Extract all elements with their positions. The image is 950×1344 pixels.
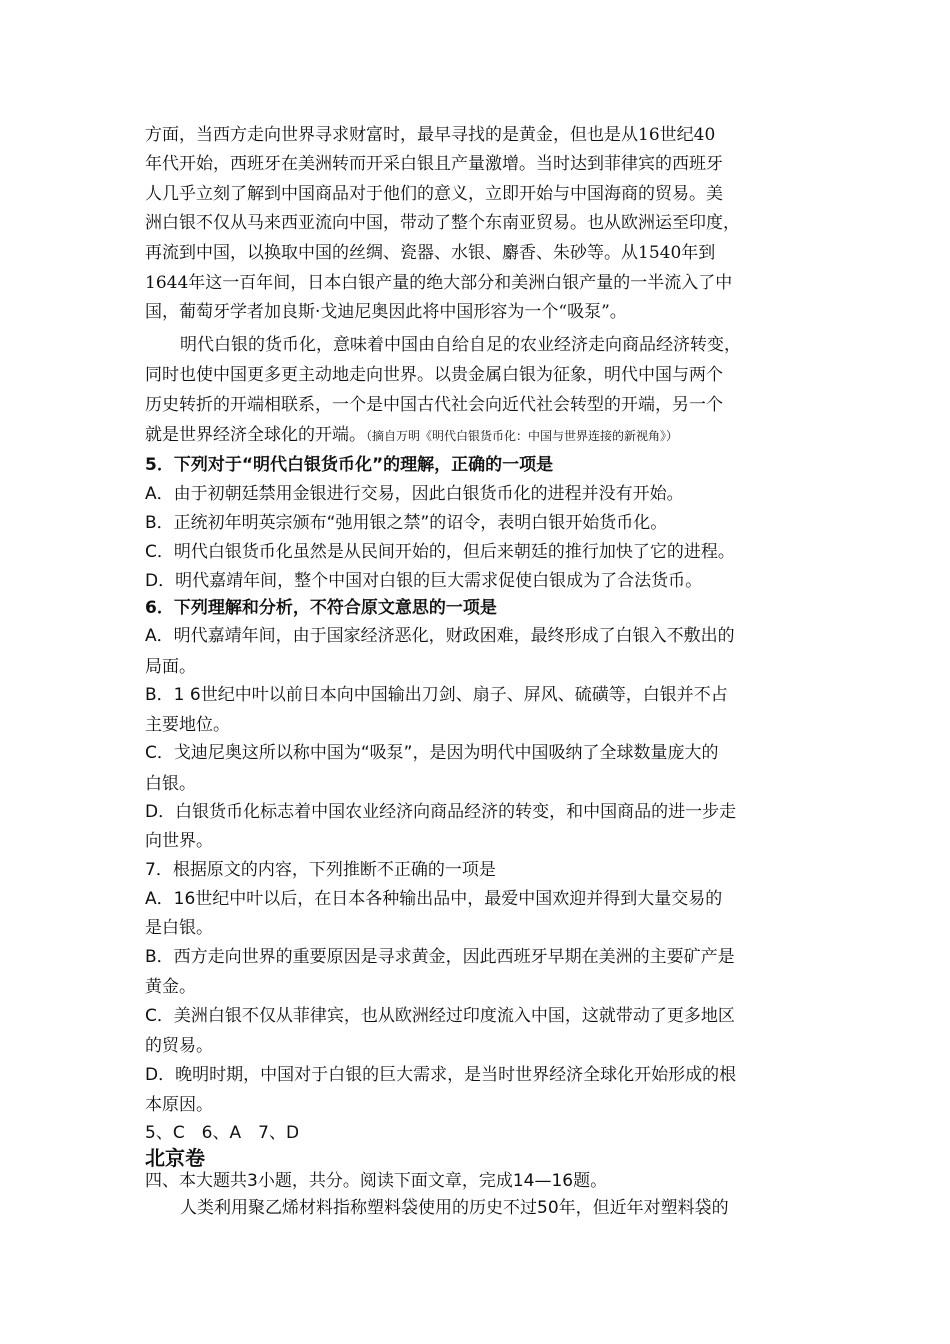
question-7-line: D．晚明时期，中国对于白银的巨大需求，是当时世界经济全球化开始形成的根 (145, 1065, 737, 1085)
passage-citation: （摘自万明《明代白银货币化：中国与世界连接的新视角》） (366, 429, 679, 443)
answer-key: 5、C 6、A 7、D (145, 1123, 300, 1143)
passage-last-line: 就是世界经济全球化的开端。 (145, 425, 366, 445)
question-7-line: 本原因。 (145, 1095, 213, 1115)
question-7-line: A．16世纪中叶以后，在日本各种输出品中，最爱中国欢迎并得到大量交易的 (145, 889, 723, 909)
passage-line: 国，葡萄牙学者加良斯·戈迪尼奥因此将中国形容为一个“吸泵”。 (145, 302, 627, 322)
question-6-line: B．1 6世纪中叶以前日本向中国输出刀剑、扇子、屏风、硫磺等，白银并不占 (145, 685, 728, 705)
question-6-line: A．明代嘉靖年间，由于国家经济恶化，财政困难，最终形成了白银入不敷出的 (145, 626, 735, 646)
passage-line: 再流到中国，以换取中国的丝绸、瓷器、水银、麝香、朱砂等。从1540年到 (145, 243, 716, 263)
question-5-option-a: A．由于初朝廷禁用金银进行交易，因此白银货币化的进程并没有开始。 (145, 484, 684, 504)
question-7-line: C．美洲白银不仅从菲律宾，也从欧洲经过印度流入中国，这就带动了更多地区 (145, 1006, 735, 1026)
question-6-line: 白银。 (145, 774, 196, 794)
question-7-line: 黄金。 (145, 977, 196, 997)
passage-line: 洲白银不仅从马来西亚流向中国，带动了整个东南亚贸易。也从欧洲运至印度， (145, 213, 740, 233)
question-6-line: 向世界。 (145, 831, 213, 851)
question-7-stem: 7．根据原文的内容，下列推断不正确的一项是 (145, 860, 496, 880)
question-7-line: B．西方走向世界的重要原因是寻求黄金，因此西班牙早期在美洲的主要矿产是 (145, 947, 735, 967)
passage-line: 明代白银的货币化，意味着中国由自给自足的农业经济走向商品经济转变， (180, 335, 741, 355)
question-5-stem: 5．下列对于“明代白银货币化”的理解，正确的一项是 (145, 455, 554, 475)
question-6-line: 主要地位。 (145, 715, 230, 735)
section-intro: 四、本大题共3小题，共分。阅读下面文章，完成14—16题。 (145, 1171, 608, 1191)
passage-line: 方面，当西方走向世界寻求财富时，最早寻找的是黄金，但也是从16世纪40 (145, 125, 716, 145)
section-first-line: 人类利用聚乙烯材料指称塑料袋使用的历史不过50年，但近年对塑料袋的 (180, 1198, 729, 1218)
question-6-stem: 6．下列理解和分析，不符合原文意思的一项是 (145, 598, 497, 618)
passage-line: 1644年这一百年间，日本白银产量的绝大部分和美洲白银产量的一半流入了中 (145, 273, 733, 293)
question-7-line: 是白银。 (145, 918, 213, 938)
question-6-line: 局面。 (145, 657, 196, 677)
passage-line: 历史转折的开端相联系，一个是中国古代社会向近代社会转型的开端，另一个 (145, 395, 723, 415)
question-5-option-d: D．明代嘉靖年间，整个中国对白银的巨大需求促使白银成为了合法货币。 (145, 571, 703, 591)
question-5-option-c: C．明代白银货币化虽然是从民间开始的，但后来朝廷的推行加快了它的进程。 (145, 542, 735, 562)
question-6-line: D．白银货币化标志着中国农业经济向商品经济的转变，和中国商品的进一步走 (145, 802, 737, 822)
passage-line (145, 424, 678, 447)
section-heading: 北京卷 (145, 1146, 205, 1170)
passage-line: 同时也使中国更多更主动地走向世界。以贵金属白银为征象，明代中国与两个 (145, 365, 723, 385)
question-5-option-b: B．正统初年明英宗颁布“弛用银之禁”的诏令，表明白银开始货币化。 (145, 513, 668, 533)
question-6-line: C．戈迪尼奥这所以称中国为“吸泵”，是因为明代中国吸纳了全球数量庞大的 (145, 743, 719, 763)
question-7-line: 的贸易。 (145, 1036, 213, 1056)
passage-line: 年代开始，西班牙在美洲转而开采白银且产量激增。当时达到菲律宾的西班牙 (145, 154, 723, 174)
passage-line: 人几乎立刻了解到中国商品对于他们的意义，立即开始与中国海商的贸易。美 (145, 184, 723, 204)
